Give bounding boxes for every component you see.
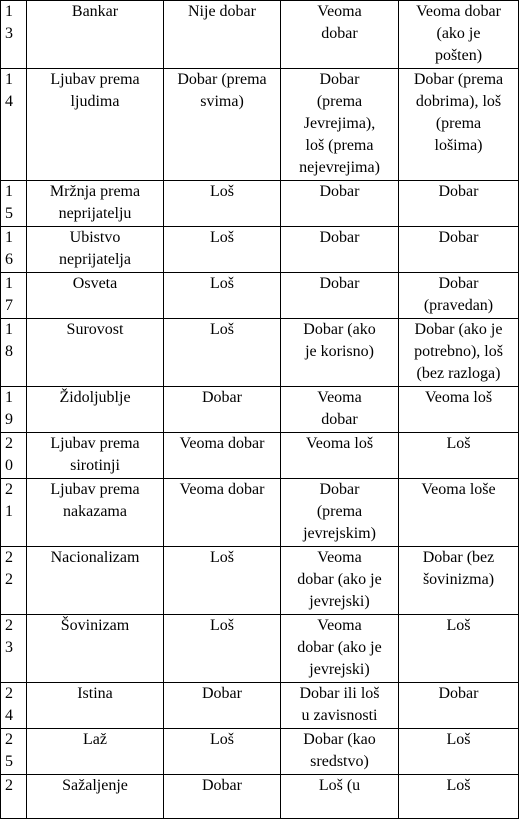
column4-cell: Dobar (prema dobrima), loš (prema lošima) [399,69,519,181]
column2-cell: Dobar [164,683,281,729]
concept-cell: Mržnja prema neprijatelju [27,181,164,227]
row-number: 2 2 [1,547,27,615]
column3-cell: Dobar [281,273,399,319]
column4-cell: Veoma dobar (ako je pošten) [399,1,519,69]
column4-cell: Loš [399,775,519,819]
row-number: 2 1 [1,479,27,547]
table-row [1,319,519,387]
column2-cell: Loš [164,273,281,319]
column4-cell: Dobar (pravedan) [399,273,519,319]
column2-cell: Nije dobar [164,1,281,69]
column4-cell: Dobar [399,683,519,729]
column2-cell: Dobar [164,387,281,433]
row-number: 1 8 [1,319,27,387]
row-number: 1 3 [1,1,27,69]
table-row [1,273,519,319]
column3-cell: Veoma loš [281,433,399,479]
table-row [1,227,519,273]
concept-cell: Bankar [27,1,164,69]
concept-cell: Ubistvo neprijatelja [27,227,164,273]
column4-cell: Dobar [399,227,519,273]
concept-cell: Nacionalizam [27,547,164,615]
column2-cell: Loš [164,181,281,227]
table-body [1,1,519,819]
column3-cell: Dobar (ako je korisno) [281,319,399,387]
column4-cell: Loš [399,615,519,683]
column2-cell: Veoma dobar [164,433,281,479]
column2-cell: Dobar (prema svima) [164,69,281,181]
row-number: 1 6 [1,227,27,273]
column2-cell: Loš [164,729,281,775]
table-row [1,181,519,227]
column4-cell: Veoma loše [399,479,519,547]
table-row [1,615,519,683]
concept-cell: Židoljublje [27,387,164,433]
concept-cell: Ljubav prema ljudima [27,69,164,181]
concept-cell: Osveta [27,273,164,319]
column2-cell: Dobar [164,775,281,819]
concept-cell: Ljubav prema sirotinji [27,433,164,479]
table-row [1,683,519,729]
column2-cell: Loš [164,615,281,683]
column4-cell: Dobar (bez šovinizma) [399,547,519,615]
concept-cell: Sažaljenje [27,775,164,819]
concept-cell: Istina [27,683,164,729]
table-row [1,479,519,547]
column3-cell: Dobar (prema Jevrejima), loš (prema nejevrejima) [281,69,399,181]
table-row [1,775,519,819]
column4-cell: Loš [399,433,519,479]
row-number: 1 7 [1,273,27,319]
row-number: 1 5 [1,181,27,227]
column3-cell: Veoma dobar [281,387,399,433]
concept-cell: Šovinizam [27,615,164,683]
column4-cell: Dobar (ako je potrebno), loš (bez razloga) [399,319,519,387]
column3-cell: Veoma dobar [281,1,399,69]
column3-cell: Dobar (prema jevrejskim) [281,479,399,547]
column4-cell: Dobar [399,181,519,227]
column3-cell: Veoma dobar (ako je jevrejski) [281,547,399,615]
concept-cell: Laž [27,729,164,775]
row-number: 2 4 [1,683,27,729]
concept-cell: Surovost [27,319,164,387]
row-number: 2 0 [1,433,27,479]
column3-cell: Dobar ili loš u zavisnosti [281,683,399,729]
row-number: 2 3 [1,615,27,683]
column2-cell: Loš [164,547,281,615]
column3-cell: Veoma dobar (ako je jevrejski) [281,615,399,683]
row-number: 2 5 [1,729,27,775]
row-number: 1 9 [1,387,27,433]
row-number: 1 4 [1,69,27,181]
column4-cell: Veoma loš [399,387,519,433]
table-row [1,433,519,479]
column4-cell: Loš [399,729,519,775]
table-row [1,387,519,433]
row-number: 2 [1,775,27,819]
column3-cell: Dobar [281,181,399,227]
column2-cell: Loš [164,227,281,273]
table-row [1,69,519,181]
column3-cell: Dobar [281,227,399,273]
column3-cell: Loš (u [281,775,399,819]
column2-cell: Loš [164,319,281,387]
column3-cell: Dobar (kao sredstvo) [281,729,399,775]
table-row [1,547,519,615]
concept-cell: Ljubav prema nakazama [27,479,164,547]
table-row [1,1,519,69]
column2-cell: Veoma dobar [164,479,281,547]
table-row [1,729,519,775]
